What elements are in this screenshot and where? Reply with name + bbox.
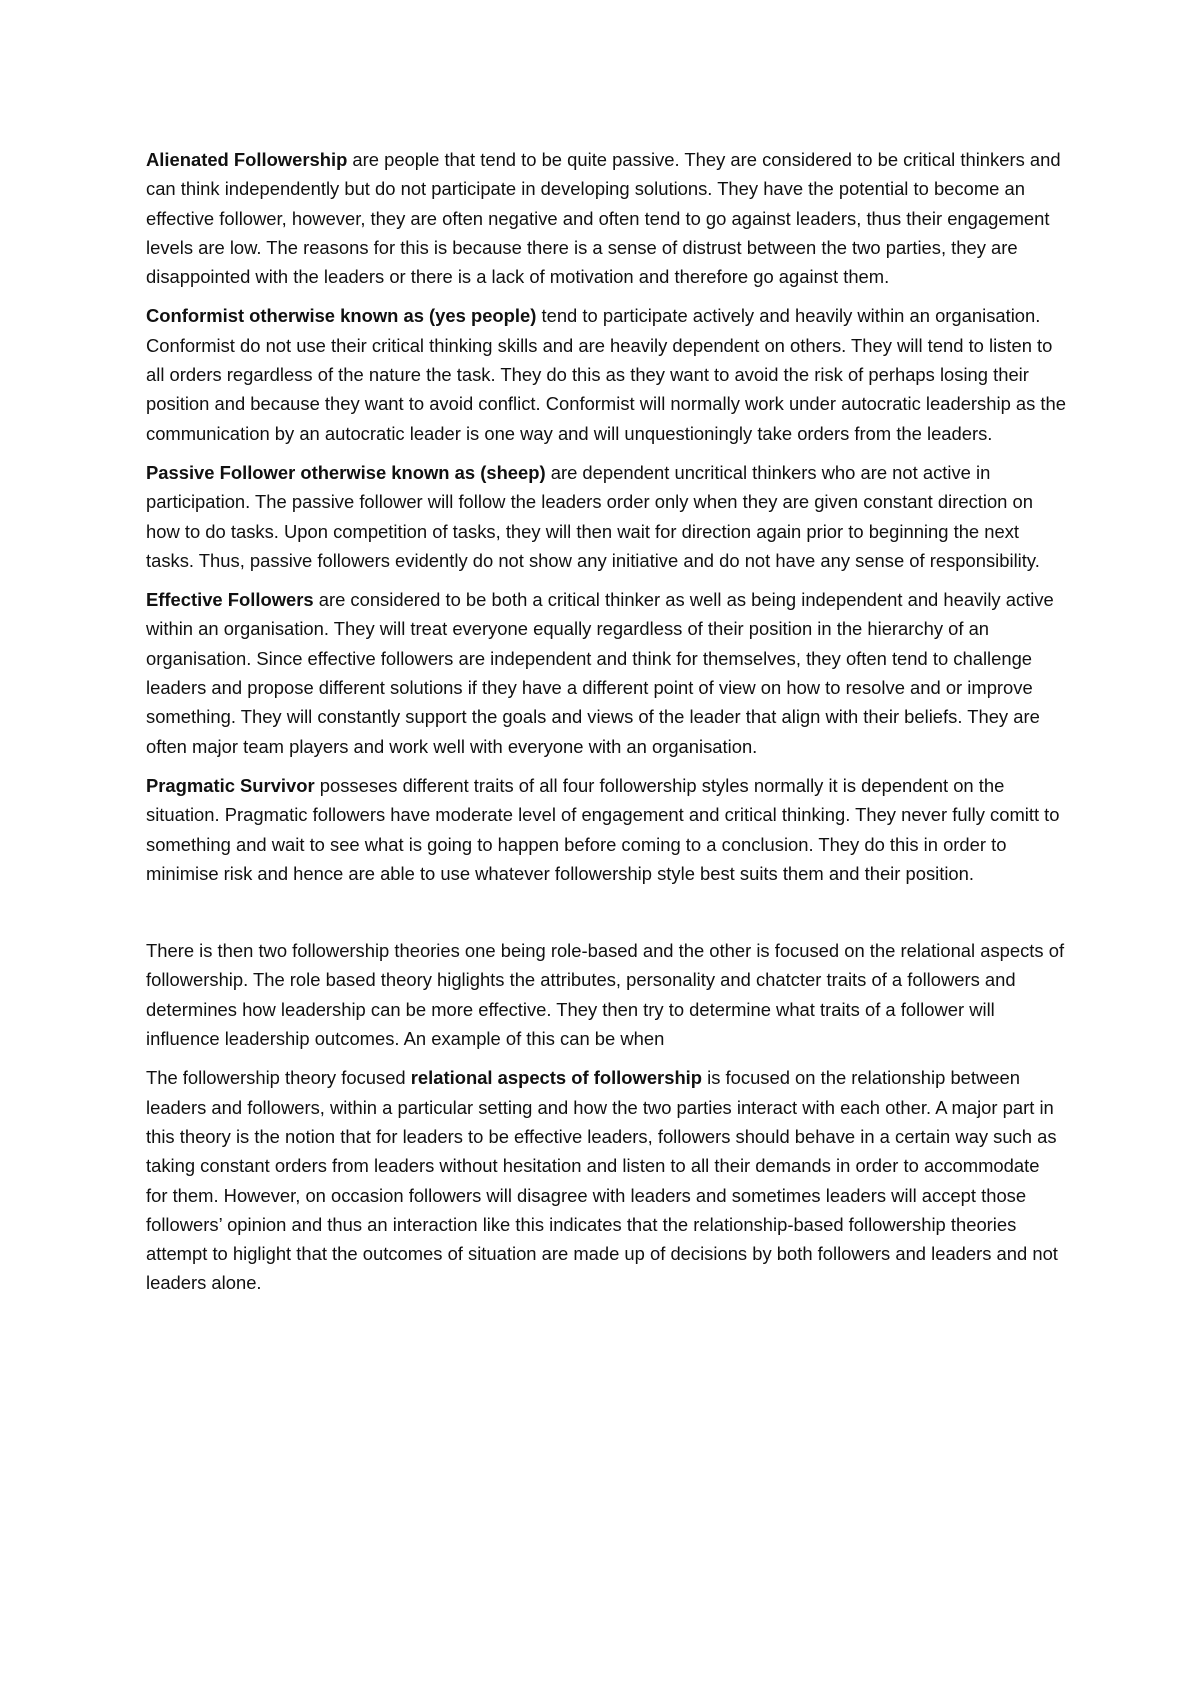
term-conformist: Conformist otherwise known as (yes people) — [146, 305, 537, 327]
paragraph-text: posseses different traits of all four followership styles normally it is dependent on the situation. Pragmatic followers have moderate level of engagement and critical thinking. They never fully comitt to something and wait to see what is going to happen before coming to a conclusion. They do this in order to minimise risk and hence are able to use whatever followership style best suits them and their position. — [146, 774, 1060, 884]
term-effective-followers: Effective Followers — [146, 589, 314, 611]
paragraph-effective-followers — [146, 585, 1066, 761]
term-passive-follower: Passive Follower otherwise known as (sheep) — [146, 461, 546, 483]
paragraph-text: are dependent uncritical thinkers who are not active in participation. The passive follower will follow the leaders order only when they are given constant direction on how to do tasks. Upon competition of tasks, they will then wait for direction again prior to beginning the next tasks. Thus, passive followers evidently do not show any initiative and do not have any sense of responsibility. — [146, 461, 1040, 571]
paragraph-pragmatic-survivor — [146, 771, 1066, 888]
term-pragmatic-survivor: Pragmatic Survivor — [146, 774, 315, 796]
document-page — [146, 145, 1066, 1308]
paragraph-conformist — [146, 301, 1066, 447]
paragraph-text-after: is focused on the relationship between leaders and followers, within a particular setting and how the two parties interact with each other. A major part in this theory is the notion that for leaders to be effective leaders, followers should behave in a certain way such as taking constant orders from leaders without hesitation and listen to all their demands in order to accommodate for them. However, on occasion followers will disagree with leaders and sometimes leaders will accept those followers’ opinion and thus an interaction like this indicates that the relationship-based followership theories attempt to higlight that the outcomes of situation are made up of decisions by both followers and leaders and not leaders alone. — [146, 1067, 1058, 1294]
paragraph-text: are considered to be both a critical thinker as well as being independent and heavily active within an organisation. They will treat everyone equally regardless of their position in the hierarchy of an organisation. Since effective followers are independent and think for themselves, they often tend to challenge leaders and propose different solutions if they have a different point of view on how to resolve and or improve something. They will constantly support the goals and views of the leader that align with their beliefs. They are often major team players and work well with everyone with an organisation. — [146, 589, 1054, 757]
paragraph-followership-theories: There is then two followership theories one being role-based and the other is focused on the relational aspects of followership. The role based theory higlights the attributes, personality and chatcter traits of a followers and determines how leadership can be more effective. They then try to determine what traits of a follower will influence leadership outcomes. An example of this can be when — [146, 940, 1065, 1050]
term-alienated-followership: Alienated Followership — [146, 149, 348, 170]
paragraph-text: tend to participate actively and heavily within an organisation. Conformist do not use their critical thinking skills and are heavily dependent on others. They will tend to listen to all orders regardless of the nature the task. They do this as they want to avoid the risk of perhaps losing their position and because they want to avoid conflict. Conformist will normally work under autocratic leadership as the communication by an autocratic leader is one way and will unquestioningly take orders from the leaders. — [146, 305, 1066, 444]
paragraph-relational-theory — [146, 1063, 1066, 1297]
paragraph-text-before: The followership theory focused — [146, 1067, 411, 1089]
term-relational-aspects: relational aspects of followership — [410, 1067, 703, 1089]
paragraph-text: are people that tend to be quite passive. They are considered to be critical thinkers and can think independently but do not participate in developing solutions. They have the potential to become an effective follower, however, they are often negative and often tend to go against leaders, thus their engagement levels are low. The reasons for this is because there is a sense of distrust between the two parties, they are disappointed with the leaders or there is a lack of motivation and therefore go against them. — [146, 149, 1061, 288]
paragraph-passive-follower — [146, 458, 1066, 575]
paragraph-alienated-followership — [146, 145, 1066, 291]
